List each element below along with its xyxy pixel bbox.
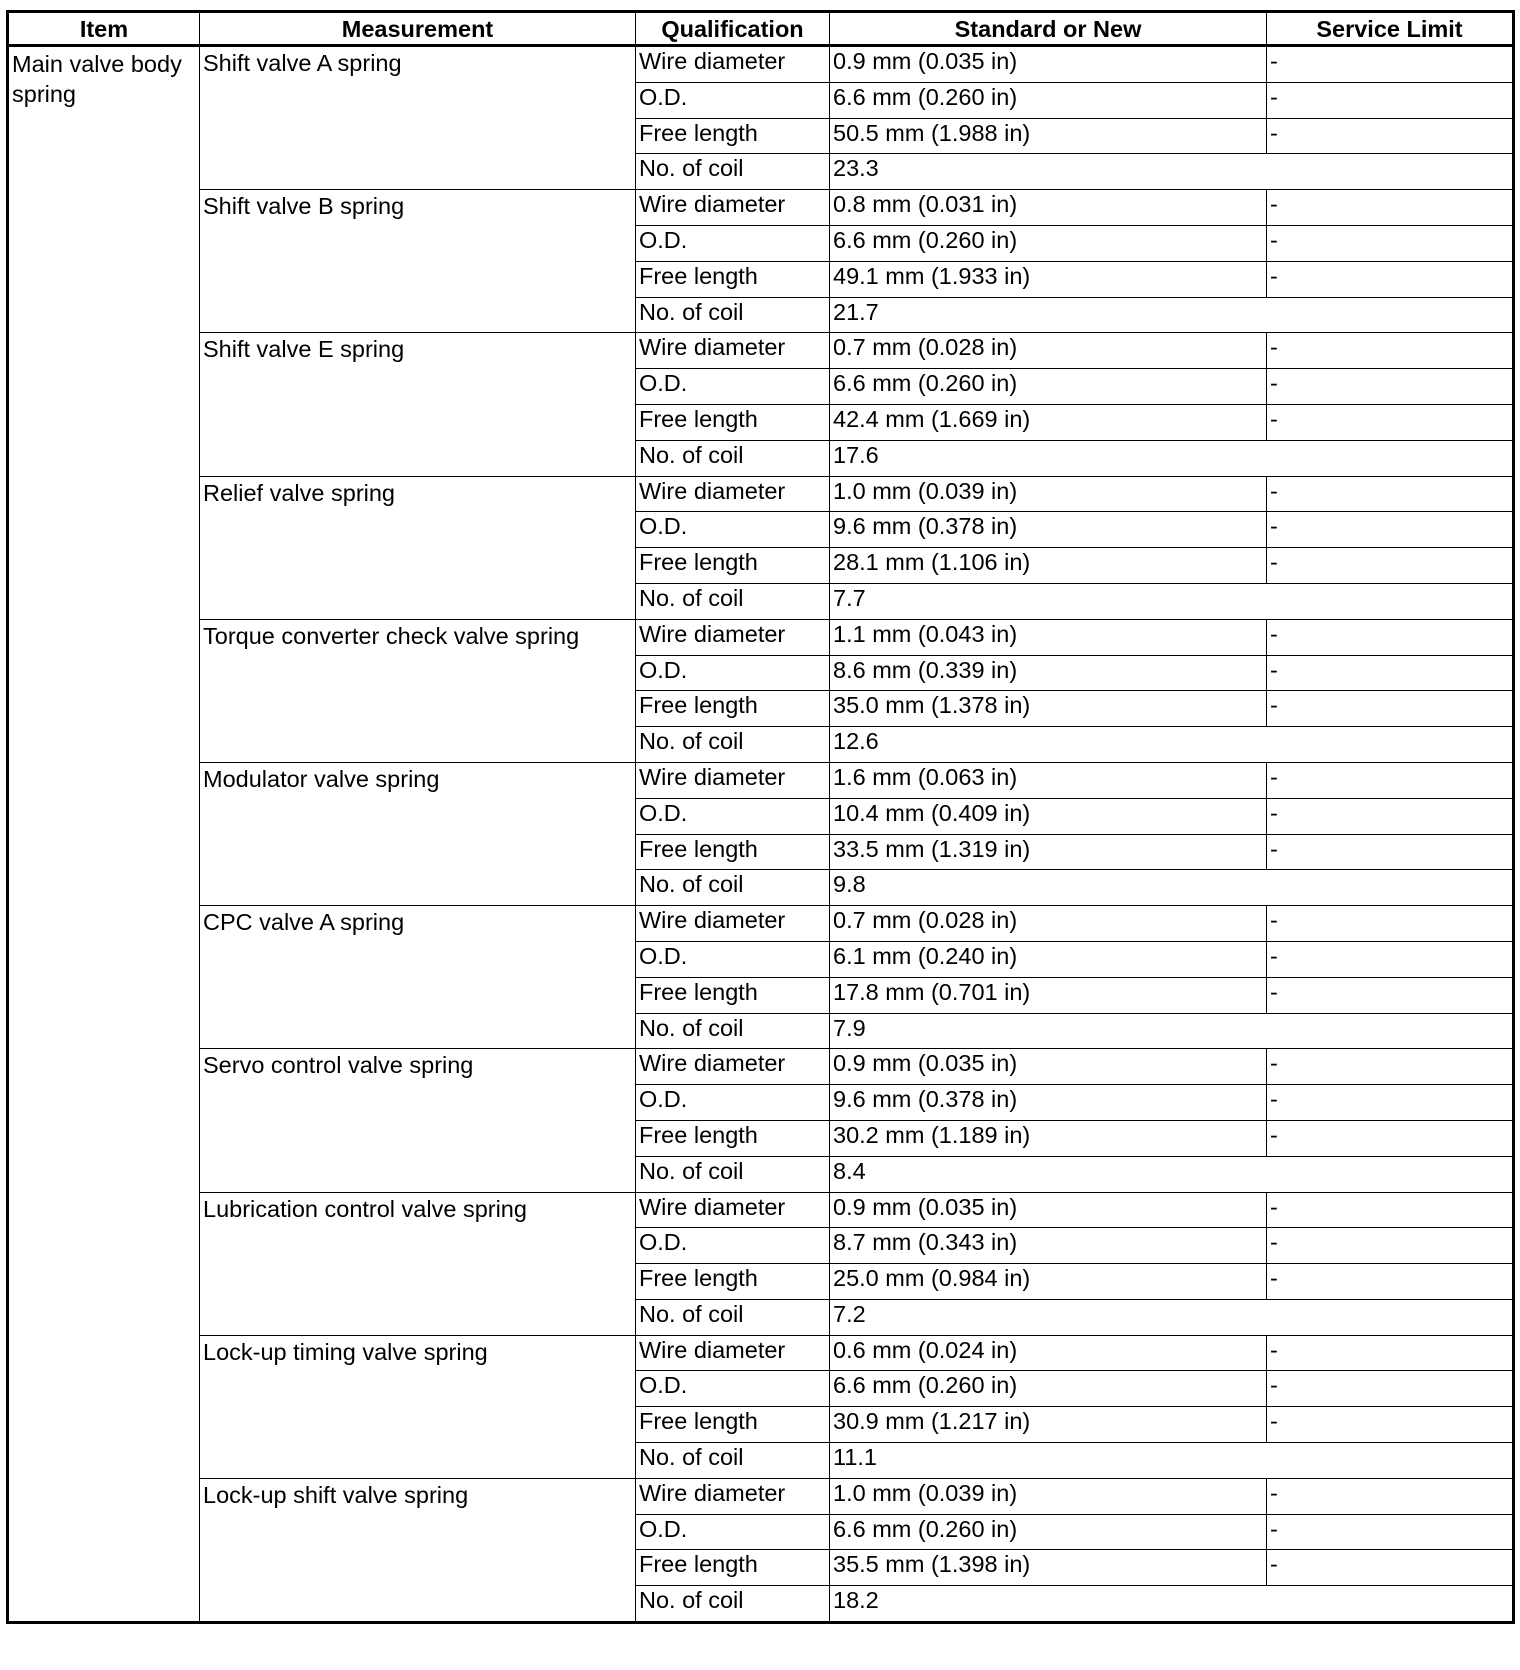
standard-cell: 6.6 mm (0.260 in) (830, 369, 1267, 405)
service-limit-cell: - (1267, 691, 1514, 727)
qualification-cell: O.D. (636, 82, 830, 118)
qualification-cell: No. of coil (636, 154, 830, 190)
qualification-cell: O.D. (636, 225, 830, 261)
qualification-cell: O.D. (636, 1371, 830, 1407)
standard-cell: 9.8 (830, 870, 1514, 906)
qualification-cell: Wire diameter (636, 619, 830, 655)
standard-cell: 1.1 mm (0.043 in) (830, 619, 1267, 655)
qualification-cell: Wire diameter (636, 476, 830, 512)
qualification-cell: No. of coil (636, 870, 830, 906)
standard-cell: 50.5 mm (1.988 in) (830, 118, 1267, 154)
service-limit-cell: - (1267, 1049, 1514, 1085)
standard-cell: 8.4 (830, 1156, 1514, 1192)
service-limit-cell: - (1267, 512, 1514, 548)
header-measurement: Measurement (200, 12, 636, 46)
standard-cell: 17.6 (830, 440, 1514, 476)
service-limit-cell: - (1267, 1228, 1514, 1264)
standard-cell: 25.0 mm (0.984 in) (830, 1264, 1267, 1300)
standard-cell: 42.4 mm (1.669 in) (830, 404, 1267, 440)
standard-cell: 1.0 mm (0.039 in) (830, 476, 1267, 512)
service-limit-cell: - (1267, 46, 1514, 83)
standard-cell: 18.2 (830, 1586, 1514, 1623)
service-limit-cell: - (1267, 1264, 1514, 1300)
measurement-cell: Modulator valve spring (200, 762, 636, 905)
qualification-cell: O.D. (636, 1514, 830, 1550)
standard-cell: 33.5 mm (1.319 in) (830, 834, 1267, 870)
measurement-cell: Lock-up timing valve spring (200, 1335, 636, 1478)
qualification-cell: No. of coil (636, 297, 830, 333)
qualification-cell: Free length (636, 1550, 830, 1586)
service-limit-cell: - (1267, 82, 1514, 118)
standard-cell: 7.7 (830, 583, 1514, 619)
qualification-cell: Wire diameter (636, 906, 830, 942)
standard-cell: 11.1 (830, 1443, 1514, 1479)
service-limit-cell: - (1267, 619, 1514, 655)
measurement-cell: Relief valve spring (200, 476, 636, 619)
qualification-cell: O.D. (636, 1228, 830, 1264)
qualification-cell: Free length (636, 404, 830, 440)
standard-cell: 10.4 mm (0.409 in) (830, 798, 1267, 834)
service-limit-cell: - (1267, 261, 1514, 297)
service-limit-cell: - (1267, 977, 1514, 1013)
standard-cell: 6.6 mm (0.260 in) (830, 225, 1267, 261)
spring-spec-table (6, 10, 1515, 1624)
qualification-cell: Wire diameter (636, 1049, 830, 1085)
service-limit-cell: - (1267, 404, 1514, 440)
service-limit-cell: - (1267, 1335, 1514, 1371)
service-limit-cell: - (1267, 655, 1514, 691)
table-row (8, 1335, 1514, 1371)
standard-cell: 7.2 (830, 1299, 1514, 1335)
qualification-cell: O.D. (636, 1085, 830, 1121)
standard-cell: 6.6 mm (0.260 in) (830, 1514, 1267, 1550)
measurement-cell: Shift valve A spring (200, 46, 636, 190)
standard-cell: 7.9 (830, 1013, 1514, 1049)
qualification-cell: Free length (636, 691, 830, 727)
table-row (8, 1049, 1514, 1085)
qualification-cell: No. of coil (636, 1013, 830, 1049)
service-limit-cell: - (1267, 1550, 1514, 1586)
standard-cell: 12.6 (830, 727, 1514, 763)
standard-cell: 6.6 mm (0.260 in) (830, 82, 1267, 118)
qualification-cell: Free length (636, 834, 830, 870)
table-body (8, 46, 1514, 1623)
service-limit-cell: - (1267, 118, 1514, 154)
standard-cell: 0.7 mm (0.028 in) (830, 906, 1267, 942)
standard-cell: 1.0 mm (0.039 in) (830, 1478, 1267, 1514)
service-limit-cell: - (1267, 1120, 1514, 1156)
header-qualification: Qualification (636, 12, 830, 46)
header-service-limit: Service Limit (1267, 12, 1514, 46)
standard-cell: 0.8 mm (0.031 in) (830, 190, 1267, 226)
qualification-cell: Wire diameter (636, 1335, 830, 1371)
standard-cell: 23.3 (830, 154, 1514, 190)
measurement-cell: Torque converter check valve spring (200, 619, 636, 762)
service-limit-cell: - (1267, 1407, 1514, 1443)
service-limit-cell: - (1267, 798, 1514, 834)
standard-cell: 35.0 mm (1.378 in) (830, 691, 1267, 727)
service-limit-cell: - (1267, 190, 1514, 226)
service-limit-cell: - (1267, 762, 1514, 798)
standard-cell: 6.1 mm (0.240 in) (830, 941, 1267, 977)
standard-cell: 8.7 mm (0.343 in) (830, 1228, 1267, 1264)
qualification-cell: O.D. (636, 369, 830, 405)
standard-cell: 0.7 mm (0.028 in) (830, 333, 1267, 369)
qualification-cell: Wire diameter (636, 333, 830, 369)
service-limit-cell: - (1267, 225, 1514, 261)
service-limit-cell: - (1267, 333, 1514, 369)
item-cell: Main valve body spring (8, 46, 200, 1623)
qualification-cell: Wire diameter (636, 190, 830, 226)
qualification-cell: Free length (636, 1407, 830, 1443)
qualification-cell: O.D. (636, 512, 830, 548)
qualification-cell: Free length (636, 1264, 830, 1300)
table-row (8, 1192, 1514, 1228)
qualification-cell: Free length (636, 118, 830, 154)
qualification-cell: Free length (636, 261, 830, 297)
qualification-cell: No. of coil (636, 1586, 830, 1623)
header-standard: Standard or New (830, 12, 1267, 46)
qualification-cell: Free length (636, 1120, 830, 1156)
service-limit-cell: - (1267, 1514, 1514, 1550)
standard-cell: 0.9 mm (0.035 in) (830, 1049, 1267, 1085)
standard-cell: 1.6 mm (0.063 in) (830, 762, 1267, 798)
standard-cell: 0.9 mm (0.035 in) (830, 1192, 1267, 1228)
qualification-cell: Wire diameter (636, 1192, 830, 1228)
qualification-cell: O.D. (636, 941, 830, 977)
qualification-cell: No. of coil (636, 583, 830, 619)
qualification-cell: Wire diameter (636, 762, 830, 798)
service-limit-cell: - (1267, 834, 1514, 870)
header-row (8, 12, 1514, 46)
standard-cell: 30.9 mm (1.217 in) (830, 1407, 1267, 1443)
standard-cell: 9.6 mm (0.378 in) (830, 512, 1267, 548)
service-limit-cell: - (1267, 941, 1514, 977)
qualification-cell: O.D. (636, 798, 830, 834)
measurement-cell: Shift valve B spring (200, 190, 636, 333)
standard-cell: 8.6 mm (0.339 in) (830, 655, 1267, 691)
standard-cell: 17.8 mm (0.701 in) (830, 977, 1267, 1013)
table-row (8, 762, 1514, 798)
table-row (8, 1478, 1514, 1514)
service-limit-cell: - (1267, 369, 1514, 405)
service-limit-cell: - (1267, 1085, 1514, 1121)
table-row (8, 333, 1514, 369)
qualification-cell: O.D. (636, 655, 830, 691)
service-limit-cell: - (1267, 906, 1514, 942)
standard-cell: 30.2 mm (1.189 in) (830, 1120, 1267, 1156)
table-row (8, 190, 1514, 226)
service-limit-cell: - (1267, 1478, 1514, 1514)
measurement-cell: Lock-up shift valve spring (200, 1478, 636, 1622)
standard-cell: 9.6 mm (0.378 in) (830, 1085, 1267, 1121)
qualification-cell: No. of coil (636, 1299, 830, 1335)
measurement-cell: Shift valve E spring (200, 333, 636, 476)
standard-cell: 49.1 mm (1.933 in) (830, 261, 1267, 297)
standard-cell: 0.9 mm (0.035 in) (830, 46, 1267, 83)
service-limit-cell: - (1267, 1192, 1514, 1228)
qualification-cell: Wire diameter (636, 46, 830, 83)
measurement-cell: Servo control valve spring (200, 1049, 636, 1192)
service-limit-cell: - (1267, 548, 1514, 584)
table-row (8, 476, 1514, 512)
qualification-cell: Free length (636, 977, 830, 1013)
qualification-cell: No. of coil (636, 440, 830, 476)
table-row (8, 46, 1514, 83)
measurement-cell: CPC valve A spring (200, 906, 636, 1049)
qualification-cell: No. of coil (636, 1156, 830, 1192)
qualification-cell: Wire diameter (636, 1478, 830, 1514)
service-limit-cell: - (1267, 476, 1514, 512)
measurement-cell: Lubrication control valve spring (200, 1192, 636, 1335)
service-limit-cell: - (1267, 1371, 1514, 1407)
standard-cell: 35.5 mm (1.398 in) (830, 1550, 1267, 1586)
standard-cell: 28.1 mm (1.106 in) (830, 548, 1267, 584)
standard-cell: 21.7 (830, 297, 1514, 333)
table-row (8, 619, 1514, 655)
qualification-cell: No. of coil (636, 727, 830, 763)
standard-cell: 6.6 mm (0.260 in) (830, 1371, 1267, 1407)
qualification-cell: Free length (636, 548, 830, 584)
qualification-cell: No. of coil (636, 1443, 830, 1479)
header-item: Item (8, 12, 200, 46)
table-row (8, 906, 1514, 942)
standard-cell: 0.6 mm (0.024 in) (830, 1335, 1267, 1371)
